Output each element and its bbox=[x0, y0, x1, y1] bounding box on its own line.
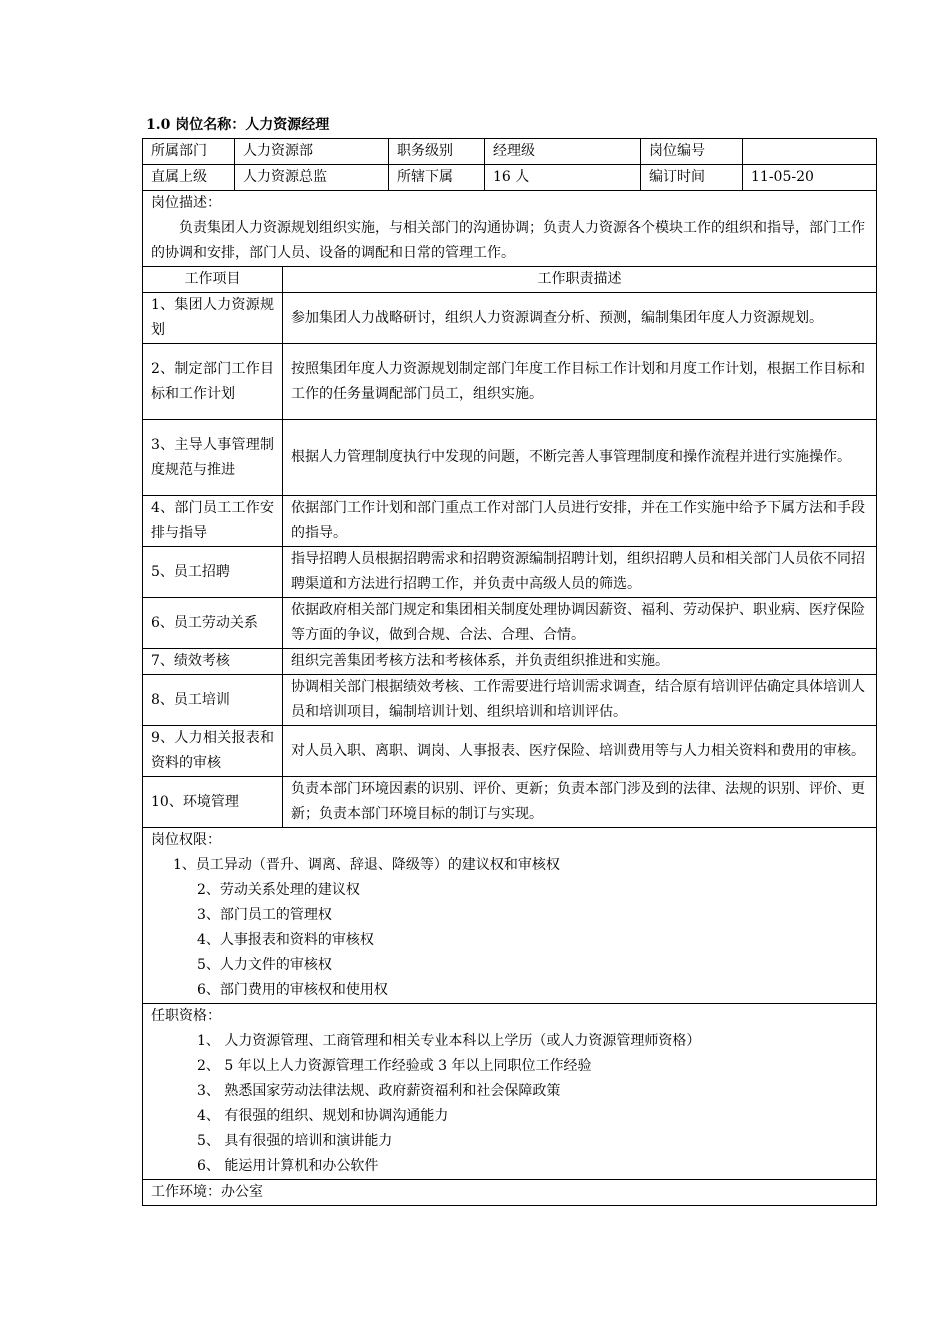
code-label: 岗位编号 bbox=[641, 139, 743, 165]
dept-label: 所属部门 bbox=[143, 139, 235, 165]
level-value: 经理级 bbox=[485, 139, 641, 165]
duty-item: 5、员工招聘 bbox=[143, 547, 283, 598]
superior-value: 人力资源总监 bbox=[235, 165, 389, 191]
duty-desc: 组织完善集团考核方法和考核体系，并负责组织推进和实施。 bbox=[283, 649, 877, 675]
job-description-table bbox=[142, 138, 877, 1206]
duty-desc: 依据部门工作计划和部门重点工作对部门人员进行安排，并在工作实施中给予下属方法和手段的指导。 bbox=[283, 496, 877, 547]
info-row-2 bbox=[143, 165, 877, 191]
duty-desc: 参加集团人力战略研讨，组织人力资源调查分析、预测，编制集团年度人力资源规划。 bbox=[283, 293, 877, 344]
list-item: 5、人力文件的审核权 bbox=[197, 957, 332, 973]
qualifications-label: 任职资格： bbox=[151, 1008, 221, 1024]
dept-value: 人力资源部 bbox=[235, 139, 389, 165]
date-label: 编订时间 bbox=[641, 165, 743, 191]
duty-item: 7、绩效考核 bbox=[143, 649, 283, 675]
superior-label: 直属上级 bbox=[143, 165, 235, 191]
duty-item: 9、人力相关报表和资料的审核 bbox=[143, 726, 283, 777]
duties-header-desc: 工作职责描述 bbox=[283, 267, 877, 293]
duty-desc: 依据政府相关部门规定和集团相关制度处理协调因薪资、福利、劳动保护、职业病、医疗保险等方面的争议，做到合规、合法、合理、合情。 bbox=[283, 598, 877, 649]
table-row bbox=[143, 547, 877, 598]
list-item: 3、部门员工的管理权 bbox=[197, 907, 332, 923]
duty-item: 6、员工劳动关系 bbox=[143, 598, 283, 649]
table-row bbox=[143, 649, 877, 675]
description-row bbox=[143, 191, 877, 267]
list-item: 2、 5 年以上人力资源管理工作经验或 3 年以上同职位工作经验 bbox=[197, 1058, 592, 1074]
duty-desc: 按照集团年度人力资源规划制定部门年度工作目标工作计划和月度工作计划，根据工作目标和工作的任务量调配部门员工，组织实施。 bbox=[283, 344, 877, 420]
duty-item: 4、部门员工工作安排与指导 bbox=[143, 496, 283, 547]
list-item: 1、 人力资源管理、工商管理和相关专业本科以上学历（或人力资源管理师资格） bbox=[197, 1033, 701, 1049]
page-title: 1.0 岗位名称：人力资源经理 bbox=[146, 117, 330, 133]
table-row bbox=[143, 777, 877, 828]
authority-label: 岗位权限： bbox=[151, 832, 221, 848]
table-row bbox=[143, 598, 877, 649]
duty-desc: 协调相关部门根据绩效考核、工作需要进行培训需求调查，结合原有培训评估确定具体培训人员和培训项目，编制培训计划、组织培训和培训评估。 bbox=[283, 675, 877, 726]
code-value bbox=[743, 139, 877, 165]
list-item: 4、 有很强的组织、规划和协调沟通能力 bbox=[197, 1108, 449, 1124]
list-item: 6、部门费用的审核权和使用权 bbox=[197, 982, 388, 998]
table-row bbox=[143, 293, 877, 344]
level-label: 职务级别 bbox=[389, 139, 485, 165]
list-item: 1、员工异动（晋升、调离、辞退、降级等）的建议权和审核权 bbox=[173, 857, 560, 873]
duties-header-item: 工作项目 bbox=[143, 267, 283, 293]
duty-desc: 根据人力管理制度执行中发现的问题，不断完善人事管理制度和操作流程并进行实施操作。 bbox=[283, 420, 877, 496]
date-value: 11-05-20 bbox=[743, 165, 877, 191]
duty-desc: 负责本部门环境因素的识别、评价、更新；负责本部门涉及到的法律、法规的识别、评价、更新；负责本部门环境目标的制订与实现。 bbox=[283, 777, 877, 828]
list-item: 2、劳动关系处理的建议权 bbox=[197, 882, 360, 898]
duties-header-row bbox=[143, 267, 877, 293]
table-row bbox=[143, 496, 877, 547]
list-item: 3、 熟悉国家劳动法律法规、政府薪资福利和社会保障政策 bbox=[197, 1083, 561, 1099]
info-row-1 bbox=[143, 139, 877, 165]
duty-desc: 对人员入职、离职、调岗、人事报表、医疗保险、培训费用等与人力相关资料和费用的审核。 bbox=[283, 726, 877, 777]
authority-row bbox=[143, 828, 877, 1004]
duty-item: 2、制定部门工作目标和工作计划 bbox=[143, 344, 283, 420]
environment-row bbox=[143, 1180, 877, 1206]
description-label: 岗位描述： bbox=[151, 195, 221, 211]
duty-item: 8、员工培训 bbox=[143, 675, 283, 726]
table-row bbox=[143, 344, 877, 420]
table-row bbox=[143, 675, 877, 726]
description-text: 负责集团人力资源规划组织实施，与相关部门的沟通协调；负责人力资源各个模块工作的组织和指导，部门工作的协调和安排，部门人员、设备的调配和日常的管理工作。 bbox=[151, 220, 865, 261]
list-item: 6、 能运用计算机和办公软件 bbox=[197, 1158, 379, 1174]
duty-item: 1、集团人力资源规划 bbox=[143, 293, 283, 344]
subordinate-label: 所辖下属 bbox=[389, 165, 485, 191]
subordinate-value: 16 人 bbox=[485, 165, 641, 191]
table-row bbox=[143, 726, 877, 777]
duty-item: 10、环境管理 bbox=[143, 777, 283, 828]
qualifications-row bbox=[143, 1004, 877, 1180]
list-item: 4、人事报表和资料的审核权 bbox=[197, 932, 374, 948]
duty-desc: 指导招聘人员根据招聘需求和招聘资源编制招聘计划，组织招聘人员和相关部门人员依不同招聘渠道和方法进行招聘工作，并负责中高级人员的筛选。 bbox=[283, 547, 877, 598]
list-item: 5、 具有很强的培训和演讲能力 bbox=[197, 1133, 393, 1149]
duty-item: 3、主导人事管理制度规范与推进 bbox=[143, 420, 283, 496]
table-row bbox=[143, 420, 877, 496]
environment-text: 工作环境：办公室 bbox=[143, 1180, 877, 1206]
